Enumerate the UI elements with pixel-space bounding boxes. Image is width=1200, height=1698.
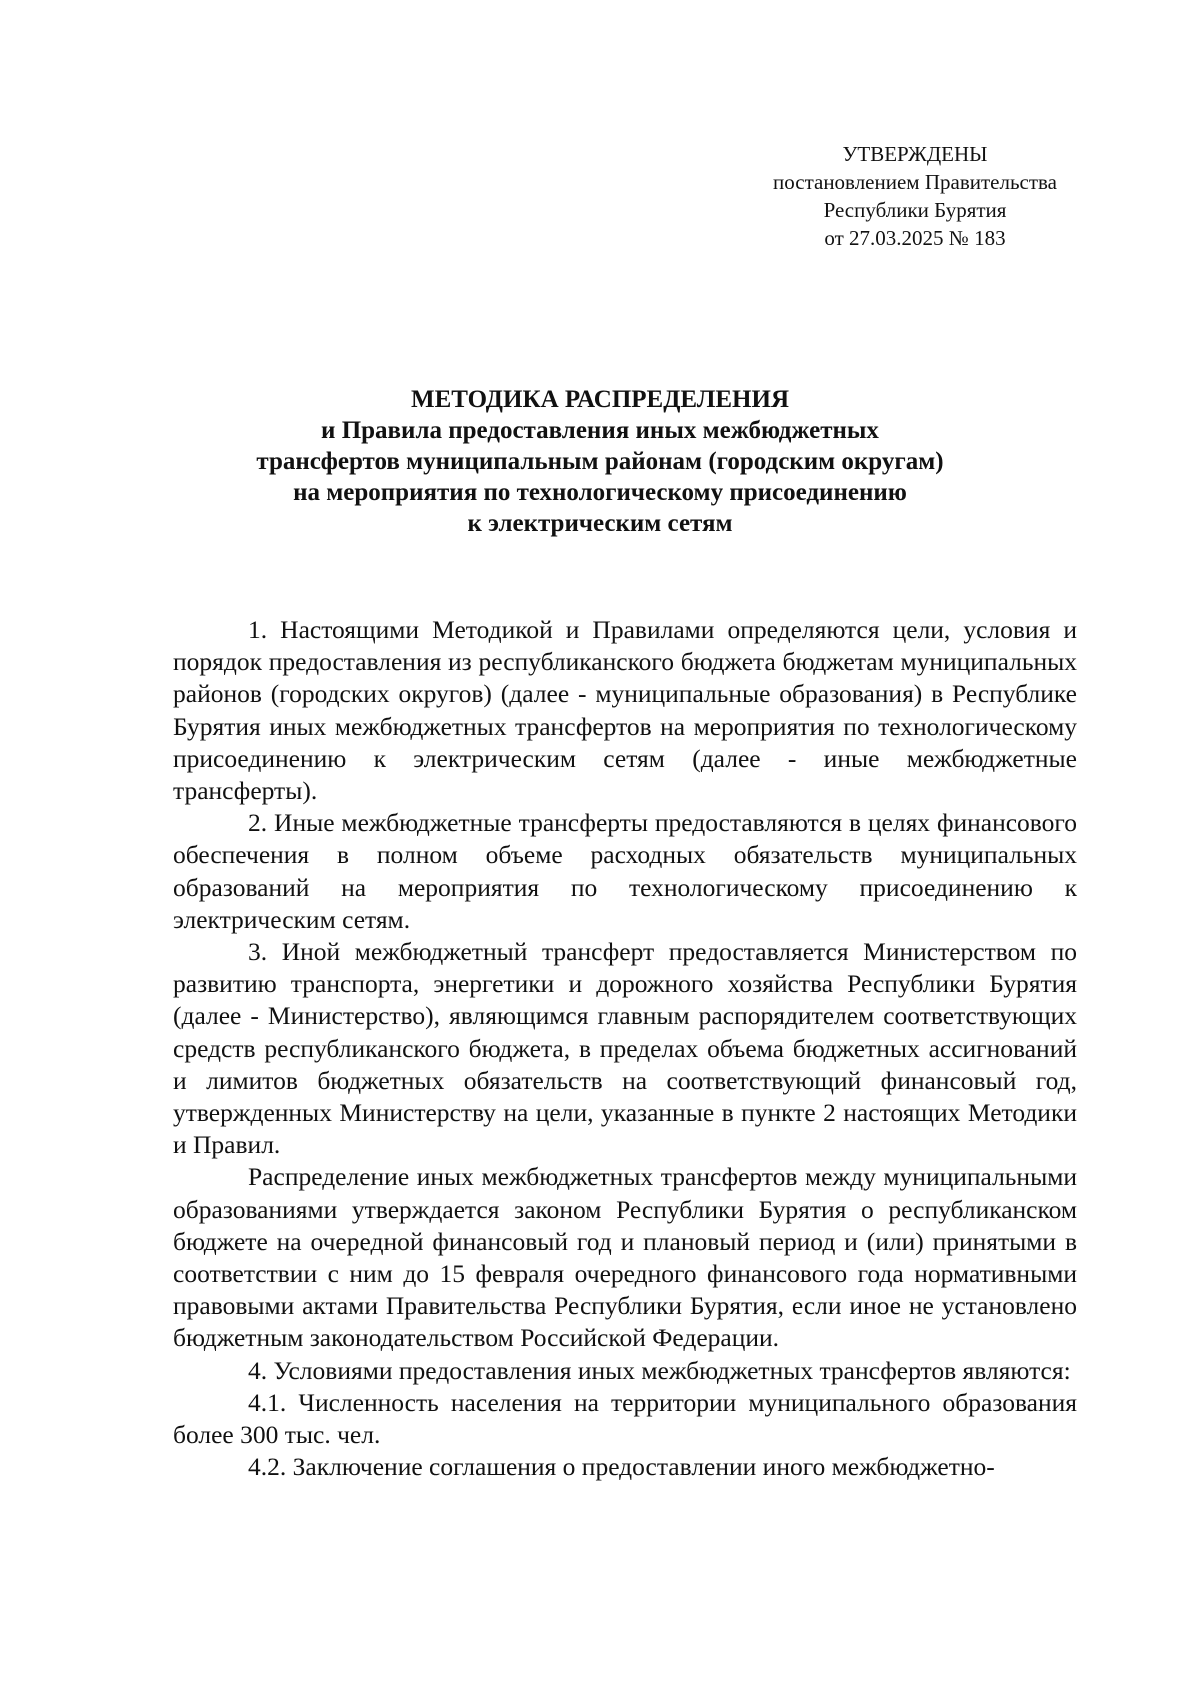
approval-date-number: от 27.03.2025 № 183 <box>824 226 1006 250</box>
approval-stamp <box>720 140 1110 252</box>
paragraph-2: 2. Иные межбюджетные трансферты предоставляются в целях финансового обеспечения в полном объеме расходных обязательств муниципальных образований на мероприятия по технологическому присоединению к электрическим сетям. <box>173 808 1077 934</box>
document-body <box>173 614 1077 1483</box>
paragraph-3-distribution: Распределение иных межбюджетных трансфертов между муниципальными образованиями утверждается законом Республики Бурятия о республиканском бюджете на очередной финансовый год и плановый период и (или) принятыми в соответствии с ним до 15 февраля очередного финансового года нормативными правовыми актами Правительства Республики Бурятия, если иное не установлено бюджетным законодательством Российской Федерации. <box>173 1162 1077 1353</box>
approval-heading: УТВЕРЖДЕНЫ <box>842 142 988 166</box>
title-line-2: и Правила предоставления иных межбюджетных <box>321 417 879 444</box>
paragraph-4-1: 4.1. Численность населения на территории муниципального образования более 300 тыс. чел. <box>173 1387 1077 1450</box>
title-line-1: МЕТОДИКА РАСПРЕДЕЛЕНИЯ <box>410 386 789 413</box>
title-line-5: к электрическим сетям <box>467 510 733 537</box>
paragraph-1: 1. Настоящими Методикой и Правилами определяются цели, условия и порядок предоставления из республиканского бюджета бюджетам муниципальных районов (городских округов) (далее - муниципальные образования) в Республике Бурятия иных межбюджетных трансфертов на мероприятия по технологическому присоединению к электрическим сетям (далее - иные межбюджетные трансферты). <box>173 615 1077 806</box>
title-line-3: трансфертов муниципальным районам (городским округам) <box>256 448 944 475</box>
paragraph-4: 4. Условиями предоставления иных межбюджетных трансфертов являются: <box>248 1355 1071 1385</box>
approval-region: Республики Бурятия <box>823 198 1007 222</box>
paragraph-3: 3. Иной межбюджетный трансферт предоставляется Министерством по развитию транспорта, энергетики и дорожного хозяйства Республики Бурятия (далее - Министерство), являющимся главным распорядителем соответствующих средств республиканского бюджета, в пределах объема бюджетных ассигнований и лимитов бюджетных обязательств на соответствующий финансовый год, утвержденных Министерству на цели, указанные в пункте 2 настоящих Методики и Правил. <box>173 937 1077 1160</box>
approval-authority: постановлением Правительства <box>772 170 1057 194</box>
paragraph-4-2: 4.2. Заключение соглашения о предоставлении иного межбюджетно- <box>248 1452 995 1482</box>
document-title <box>100 384 1100 539</box>
title-line-4: на мероприятия по технологическому присоединению <box>293 479 907 506</box>
